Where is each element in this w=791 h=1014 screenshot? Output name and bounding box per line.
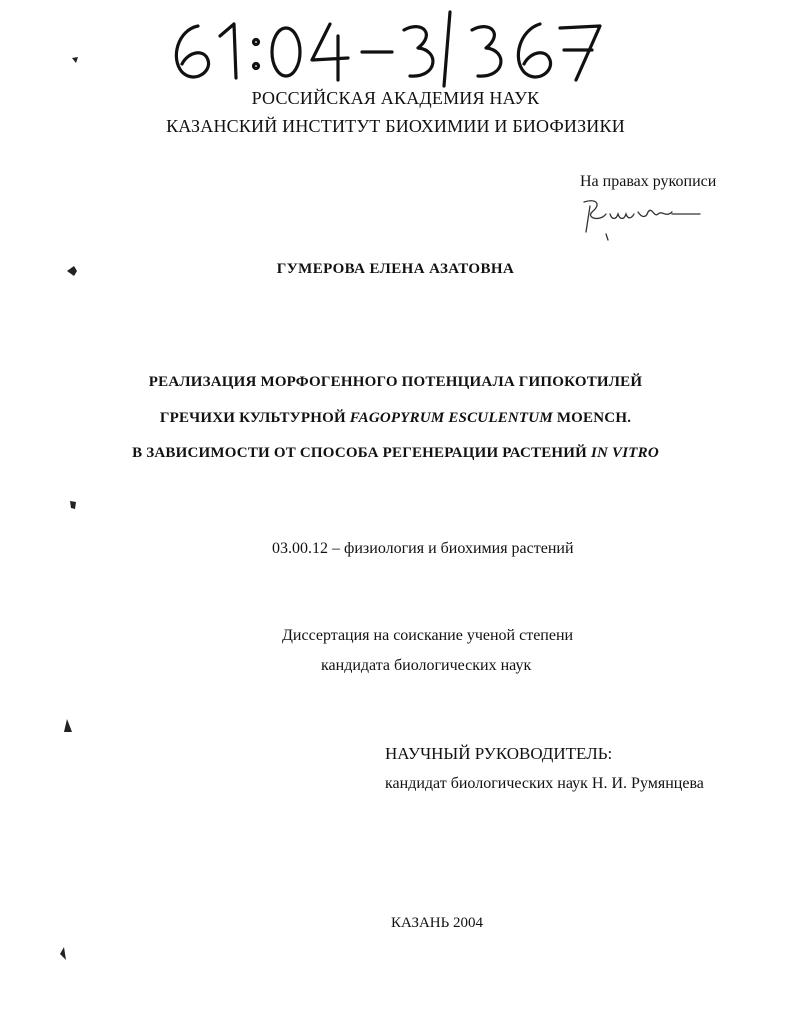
academy-name: РОССИЙСКАЯ АКАДЕМИЯ НАУК [251, 88, 540, 108]
supervisor-heading: НАУЧНЫЙ РУКОВОДИТЕЛЬ: [385, 744, 613, 763]
signature-drawing [576, 192, 706, 242]
dissertation-line-1: Диссертация на соискание ученой степени [282, 627, 574, 644]
specialty-code: 03.00.12 – физиология и биохимия растений [272, 540, 574, 557]
handwritten-code-drawing [160, 8, 610, 88]
scan-mark [70, 52, 80, 70]
supervisor-name: кандидат биологических наук Н. И. Румянцева [385, 775, 704, 792]
archive-stamp-handwriting [160, 8, 610, 88]
dissertation-line-2: кандидата биологических наук [321, 657, 532, 674]
scan-mark [58, 946, 68, 967]
title-line-3-italic: IN VITRO [590, 445, 659, 461]
signature [576, 192, 706, 242]
scan-mark [62, 718, 74, 739]
title-line-1: РЕАЛИЗАЦИЯ МОРФОГЕННОГО ПОТЕНЦИАЛА ГИПОКОТИЛЕЙ [148, 374, 643, 390]
title-line-2-suffix: MOENCH. [556, 410, 632, 426]
title-line-2-prefix: ГРЕЧИХИ КУЛЬТУРНОЙ [159, 410, 346, 426]
title-line-3-prefix: В ЗАВИСИМОСТИ ОТ СПОСОБА РЕГЕНЕРАЦИИ РАСТЕНИЙ [132, 445, 588, 461]
title-line-3 [0, 445, 791, 462]
title-line-2 [0, 410, 791, 427]
institute-name: КАЗАНСКИЙ ИНСТИТУТ БИОХИМИИ И БИОФИЗИКИ [166, 116, 625, 136]
author-name: ГУМЕРОВА ЕЛЕНА АЗАТОВНА [276, 261, 515, 277]
species-name: FAGOPYRUM ESCULENTUM [349, 410, 553, 426]
scan-mark [68, 498, 78, 516]
rights-note: На правах рукописи [580, 173, 717, 190]
city-year: КАЗАНЬ 2004 [391, 915, 484, 931]
